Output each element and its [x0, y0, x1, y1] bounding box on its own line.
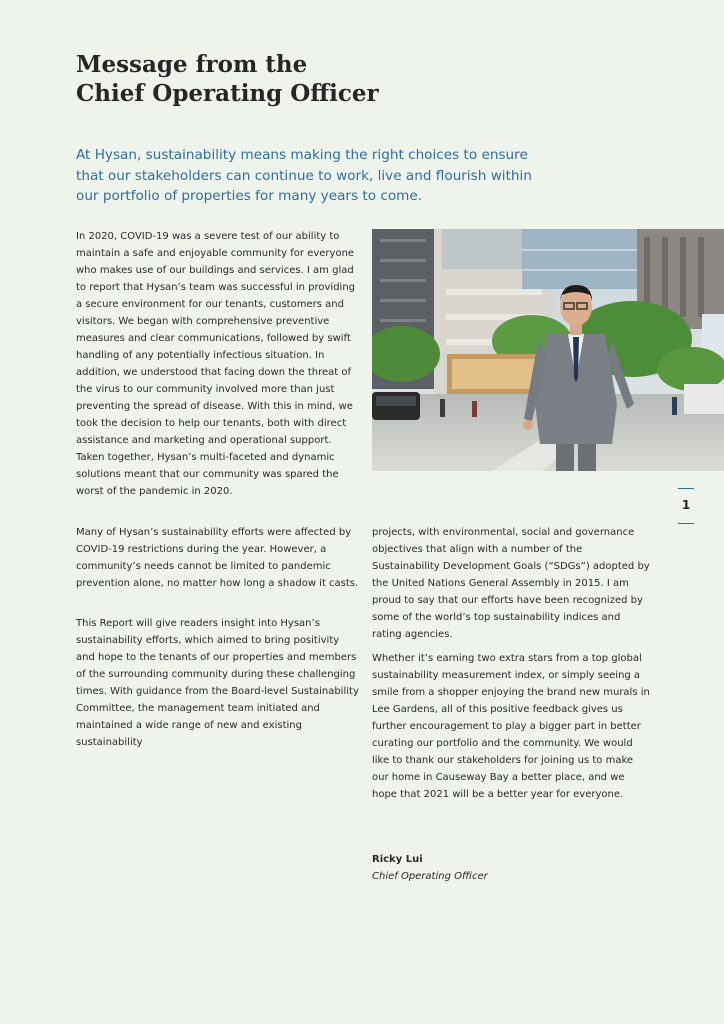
intro-statement: At Hysan, sustainability means making the right choices to ensure that our stakeholders can continue to work, live and flourish within our portfolio of properties for many years to come. — [76, 147, 532, 204]
body-paragraph-3: This Report will give readers insight into Hysan’s sustainability efforts, which aimed to bring positivity and hope to the tenants of our properties and members of the surrounding community during these challenging times. With guidance from the Board-level Sustainability Committee, the management team initiated and maintained a wide range of new and existing sustainability — [76, 618, 359, 748]
page-title — [76, 50, 379, 108]
body-paragraph-2: Many of Hysan’s sustainability efforts were affected by COVID-19 restrictions during the year. However, a community’s needs cannot be limited to pandemic prevention alone, no matter how long a shadow it casts. — [76, 527, 359, 589]
page-number-rule-top — [678, 488, 694, 489]
title-line-2: Chief Operating Officer — [76, 80, 379, 107]
coo-street-photo — [372, 229, 724, 471]
signature-role: Chief Operating Officer — [372, 871, 488, 882]
body-paragraph-1: In 2020, COVID-19 was a severe test of our ability to maintain a safe and enjoyable community for everyone who makes use of our buildings and services. I am glad to report that Hysan’s team was successful in providing a secure environment for our tenants, customers and visitors. We began with comprehensive preventive measures and clear communications, followed by swift handling of any potentially infectious situation. In addition, we understood that facing down the threat of the virus to our community involved more than just preventing the spread of disease. With this in mind, we took the decision to help our tenants, both with direct assistance and marketing and operational support. Taken together, Hysan’s multi-faceted and dynamic solutions meant that our community was spared the worst of the pandemic in 2020. — [76, 231, 356, 497]
body-paragraph-4: projects, with environmental, social and governance objectives that align with a number of the Sustainability Development Goals (“SDGs”) adopted by the United Nations General Assembly in 2015. I am proud to say that our efforts have been recognized by some of the world’s top sustainability indices and rating agencies. — [372, 527, 650, 640]
body-paragraph-5: Whether it’s earning two extra stars from a top global sustainability measurement index, or simply seeing a smile from a shopper enjoying the brand new murals in Lee Gardens, all of this positive feedback gives us further encouragement to play a bigger part in better curating our portfolio and the community. We would like to thank our stakeholders for joining us to make our home in Causeway Bay a better place, and we hope that 2021 will be a better year for everyone. — [372, 653, 650, 800]
signature-name: Ricky Lui — [372, 854, 423, 865]
page-number: 1 — [681, 498, 691, 512]
truck — [684, 384, 724, 414]
glass-tower — [522, 229, 637, 289]
page-number-rule-bottom — [678, 523, 694, 524]
page-number-marker — [676, 488, 696, 524]
title-line-1: Message from the — [76, 51, 308, 78]
